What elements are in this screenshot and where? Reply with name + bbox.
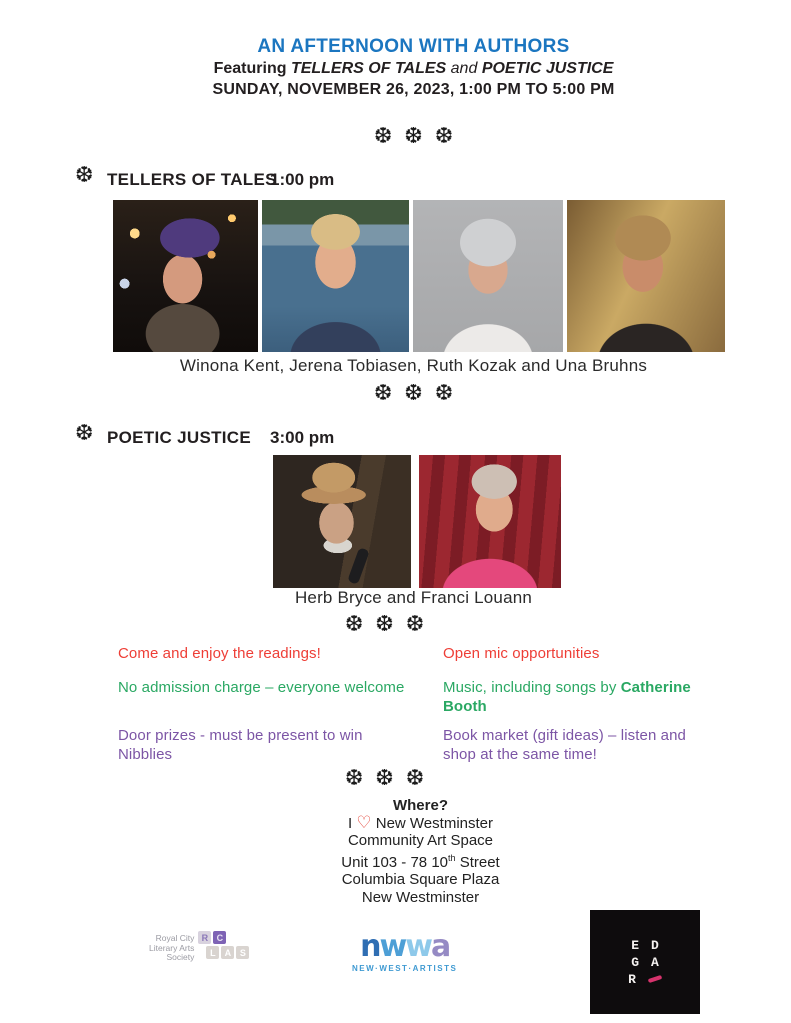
edgar-logo	[590, 910, 700, 1014]
rclas-logo	[149, 931, 260, 963]
detail-music-artist: Catherine Booth	[443, 679, 691, 715]
where-heading: Where?	[392, 797, 448, 814]
where-line-2: Community Art Space	[347, 832, 494, 849]
snowflake-icon: ❆	[404, 381, 423, 406]
rclas-tile-grid	[198, 931, 260, 961]
where-street-number: Unit 103 - 78 10	[341, 853, 449, 871]
nwa-wordmark: NEW·WEST·ARTISTS	[352, 964, 458, 973]
photo-franci-louann	[419, 455, 561, 588]
section-time: 3:00 pm	[270, 428, 335, 447]
where-block	[50, 797, 791, 906]
edgar-row	[628, 971, 662, 988]
snowflake-row	[36, 124, 791, 149]
detail-book-market: Book market (gift ideas) – listen and shop at the same time!	[443, 727, 686, 763]
where-street-word: Street	[459, 853, 500, 871]
snowflake-icon: ❆	[375, 766, 394, 791]
section-name: POETIC JUSTICE	[107, 428, 252, 447]
rclas-tile: R	[198, 931, 211, 944]
nwa-logo-letters	[352, 929, 457, 964]
where-line1-prefix: I	[347, 814, 353, 832]
photo-una-bruhns	[567, 200, 725, 352]
where-line-4: Columbia Square Plaza	[341, 871, 500, 888]
edgar-letter: A	[651, 954, 659, 970]
subtitle-event2: POETIC JUSTICE	[481, 60, 614, 77]
where-line-5: New Westminster	[361, 888, 480, 906]
snowflake-icon: ❆	[75, 421, 94, 446]
nwa-letter: n	[360, 929, 380, 964]
section-name: TELLERS OF TALES	[107, 170, 277, 189]
details-row-red	[118, 644, 698, 663]
snowflake-icon: ❆	[75, 163, 94, 188]
detail-readings: Come and enjoy the readings!	[118, 645, 321, 662]
new-west-artists-logo	[352, 929, 458, 973]
nwa-letter: w	[379, 929, 406, 964]
rclas-tile: A	[221, 946, 234, 959]
photo-row-poetic	[273, 455, 561, 588]
rclas-tile: L	[206, 946, 219, 959]
where-line-1	[50, 812, 791, 833]
page-title: AN AFTERNOON WITH AUTHORS	[257, 36, 570, 57]
subtitle	[36, 60, 791, 78]
snowflake-icon: ❆	[404, 124, 423, 149]
snowflake-icon: ❆	[344, 612, 364, 637]
snowflake-icon: ❆	[434, 381, 454, 406]
edgar-letter: D	[651, 937, 659, 953]
subtitle-event1: TELLERS OF TALES	[290, 60, 447, 77]
detail-open-mic: Open mic opportunities	[443, 645, 600, 662]
photo-ruth-kozak	[413, 200, 563, 352]
detail-music	[443, 678, 698, 716]
snowflake-icon: ❆	[434, 124, 454, 149]
caption-poetic: Herb Bryce and Franci Louann	[294, 588, 533, 607]
nwa-letter: w	[405, 929, 431, 964]
edgar-letter: E	[631, 937, 639, 953]
rclas-tile: S	[236, 946, 249, 959]
where-line1-suffix: New Westminster	[375, 814, 493, 832]
photo-jerena-tobiasen	[262, 200, 409, 352]
snowflake-row	[0, 766, 769, 791]
snowflake-icon: ❆	[373, 124, 393, 149]
rclas-org-name	[149, 931, 194, 963]
section-header-tellers-of-tales	[75, 163, 495, 197]
snowflake-icon: ❆	[405, 612, 425, 637]
details-row-purple	[118, 726, 698, 764]
rclas-tile: C	[213, 931, 226, 944]
snowflake-icon: ❆	[375, 612, 394, 637]
snowflake-row	[36, 381, 791, 406]
snowflake-row	[0, 612, 769, 637]
where-line-3	[50, 850, 791, 872]
photo-herb-bryce	[273, 455, 411, 588]
details-row-green	[118, 678, 698, 716]
detail-admission: No admission charge – everyone welcome	[118, 679, 405, 696]
rclas-org-line3: Society	[166, 952, 195, 962]
edgar-dash-icon	[648, 975, 663, 983]
snowflake-icon: ❆	[405, 766, 425, 791]
edgar-row	[631, 937, 659, 954]
photo-row-tellers	[113, 200, 725, 352]
detail-door-prizes: Door prizes - must be present to win Nibblies	[118, 727, 363, 763]
nwa-letter: a	[430, 929, 450, 964]
section-time: 1:00 pm	[270, 170, 335, 189]
photo-winona-kent	[113, 200, 258, 352]
detail-music-prefix: Music, including songs by	[443, 679, 617, 696]
snowflake-icon: ❆	[373, 381, 393, 406]
edgar-letter: R	[628, 971, 636, 987]
caption-tellers: Winona Kent, Jerena Tobiasen, Ruth Kozak and Una Bruhns	[179, 356, 648, 375]
subtitle-conjunction: and	[450, 60, 478, 77]
subtitle-featuring: Featuring	[213, 60, 287, 77]
rclas-org-line1: Royal City	[155, 933, 195, 943]
event-datetime: SUNDAY, NOVEMBER 26, 2023, 1:00 PM TO 5:00 PM	[212, 81, 615, 98]
section-header-poetic-justice	[75, 421, 495, 455]
edgar-letter: G	[631, 954, 639, 970]
where-street-ordinal: th	[448, 852, 456, 863]
snowflake-icon: ❆	[344, 766, 364, 791]
heart-icon: ♡	[356, 812, 372, 833]
rclas-org-line2: Literary Arts	[149, 942, 195, 953]
edgar-row	[631, 954, 659, 971]
